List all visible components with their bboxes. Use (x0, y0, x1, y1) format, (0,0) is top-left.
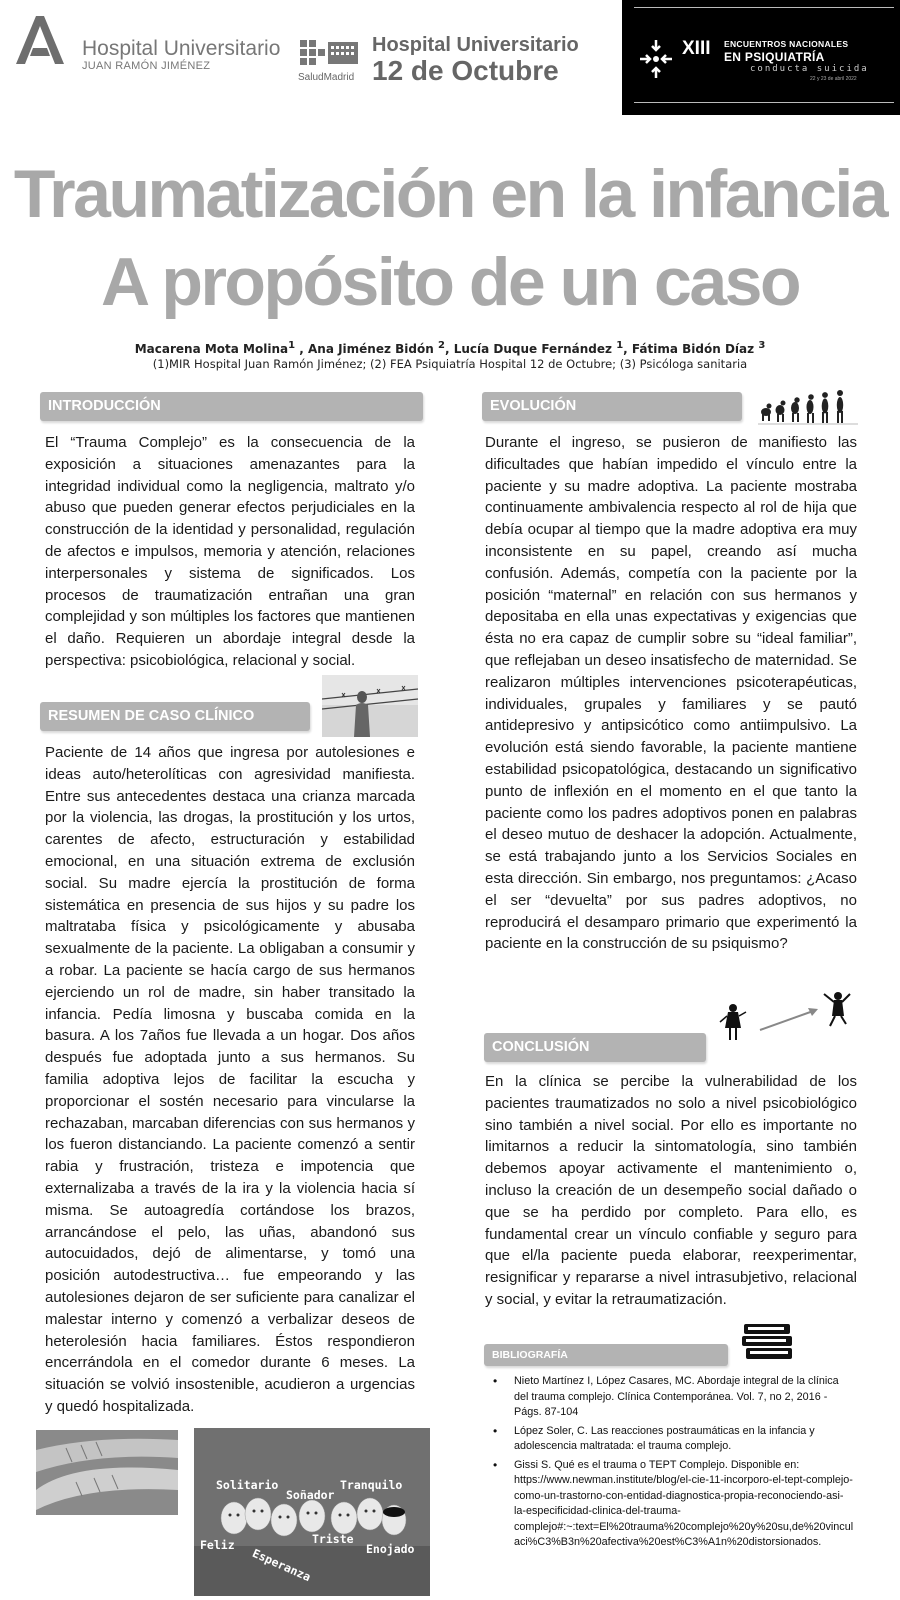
poster-title (0, 150, 900, 326)
affiliations: (1)MIR Hospital Juan Ramón Jiménez; (2) FEA Psiquiatría Hospital 12 de Octubre; (3) Psicóloga sanitaria (152, 357, 748, 371)
hospital-12oct-line1: Hospital Universitario (372, 34, 579, 56)
intro-text: El “Trauma Complejo” es la consecuencia de la exposición a situaciones amenazantes para la integridad individual como la negligencia, maltrato y/o abuso que pueden generar efectos perjudiciales en la construcción de la identidad y personalidad, regulación de afectos e impulsos, memoria y atención, relaciones interpersonales y sistema de significados. Los procesos de traumatización entrañan una gran complejidad y son múltiples los factores que mantienen el daño. Requieren un abordaje integral desde la perspectiva: psicobiológica, relacional y social. (45, 434, 415, 669)
author-affil-number: 2 (437, 340, 445, 351)
books-icon (740, 1318, 796, 1362)
divider (634, 7, 894, 8)
author-affil-number: 3 (758, 340, 766, 351)
bibliography-heading: BIBLIOGRAFÍA (484, 1344, 728, 1366)
egg-label: Triste (312, 1532, 354, 1546)
hospital-jrj-line2: JUAN RAMÓN JIMÉNEZ (82, 60, 211, 72)
egg-label: Solitario (216, 1478, 279, 1492)
congress-title-line1: ENCUENTROS NACIONALES (724, 39, 849, 49)
evolution-heading: EVOLUCIÓN (482, 392, 742, 421)
author-name: Lucía Duque Fernández (453, 342, 613, 356)
hospital-jrj-line1: Hospital Universitario (82, 37, 281, 60)
case-text: Paciente de 14 años que ingresa por autolesiones e ideas auto/heterolíticas con agresividad manifiesta. Entre sus antecedentes destaca una crianza marcada por la violencia, las drogas, la prostitución y los urtos, carentes de afecto, estructuración y estabilidad emocional, en una situación extrema de exclusión social. Su madre ejercía la prostitución de forma sistemática en presencia de sus hijos y su padre los maltrataba física y psicológicamente y abusaba sexualmente de la paciente. La obligaban a consumir y a robar. La paciente se hacía cargo de sus hermanos ejerciendo un rol de madre, sin haber transitado la infancia. Pedía limosna y buscaba comida en la basura. A los 7años fue llevada a un hogar. Dos años después fue adoptada junto a sus hermanos. Su familia adoptiva lejos de facilitar la escucha y proporcionar el sostén necesario para vincularse la rechazaban, marcaban diferencias con sus hermanos y los fueron distanciando. La paciente comenzó a sentir rabia y frustración, tristeza e impotencia que externalizaba a través de la ira y la violencia hacia sí misma. Se autoagredía cortándose los brazos, arrancándose el pelo, las uñas, abandonó sus autocuidados, dejó de alimentarse, y tomó una posición autodestructiva… fue empeorando y las autolesiones dejaron de ser suficiente para canalizar el malestar interno y comenzó a verbalizar deseos de heterolesión hacia familiares. Éstos respondieron encerrándola en el comedor durante 6 meses. La situación se volvió insostenible, acudieron a urgencias y quedó hospitalizada. (45, 744, 415, 1415)
egg-label: Esperanza (250, 1546, 313, 1585)
author-name: Ana Jiménez Bidón (307, 342, 434, 356)
egg-label: Feliz (200, 1538, 235, 1552)
divider (634, 102, 894, 103)
salud-madrid-icon (298, 38, 360, 66)
authors: Macarena Mota Molina$^1$ , Ana Jiménez Bidón $^2$, Lucía Duque Fernández $^1$, Fátima Bidón Díaz $^3$ (134, 340, 766, 356)
hospital-12oct-line2: 12 de Octubre (372, 55, 559, 86)
barbed-wire-girl-image (322, 675, 418, 737)
hospital-jrj-name (82, 38, 280, 72)
author-affil-number: 1 (288, 340, 296, 351)
hospital-logo-icon (14, 14, 66, 66)
title-line1: Traumatización en la infancia (13, 156, 887, 232)
congress-subtitle: conducta suicida (750, 64, 869, 74)
egg-label: Tranquilo (340, 1478, 403, 1492)
reference-item: • Gissi S. Qué es el trauma o TEPT Complejo. Disponible en: https://www.newman.institute/blog/el-cie-11-incorporo-el-tept-complejo-como-un-trastorno-con-entidad-diagnostica-propia-reconociendo-asi-la-especificidad-clinica-del-trauma-complejo#:~:text=El%20trauma%20complejo%20y%20su,de%20vinculaci%C3%B3n%20afectiva%20est%C3%A1n%20distorsionados. (485, 1458, 855, 1551)
hospital-12oct-name (372, 34, 579, 86)
egg-label: Enojado (366, 1542, 415, 1556)
case-heading: RESUMEN DE CASO CLÍNICO (40, 702, 310, 731)
reference-item: • López Soler, C. Las reacciones postraumáticas en la infancia y adolescencia maltratada: el trauma complejo. (485, 1424, 855, 1455)
congress-banner (622, 0, 900, 115)
intro-heading: INTRODUCCIÓN (40, 392, 423, 421)
girl-growth-icon (718, 990, 856, 1056)
salud-madrid-logo (298, 38, 362, 83)
scarred-arms-image (36, 1430, 178, 1515)
author-affil-number: 1 (616, 340, 624, 351)
author-name: Macarena Mota Molina (134, 342, 289, 356)
congress-date: 22 y 23 de abril 2022 (810, 76, 857, 82)
congress-edition: XIII (682, 38, 711, 59)
bibliography-list (485, 1374, 855, 1554)
reference-item: • Nieto Martínez I, López Casares, MC. Abordaje integral de la clínica del trauma complejo. Clínica Contemporánea. Vol. 7, no 2, 2016 - Págs. 87-104 (485, 1374, 855, 1421)
eggs-emotions-image (194, 1428, 430, 1596)
evolution-text: Durante el ingreso, se pusieron de manifiesto las dificultades que habían impedido el vínculo entre la paciente y su madre adoptiva. La paciente mostraba continuamente ambivalencia respecto al rol de hija que debía ocupar al tiempo que la madre adoptiva era muy inconsistente en su papel, creando así mucha confusión. Además, competía con la paciente por la posición “maternal” en relación con sus hermanos y depositaba en ella unas expectativas y exigencias que ésta no era capaz de cumplir sobre su “ideal familiar”, que reflejaban un deseo insatisfecho de maternidad. Se realizaron múltiples intervenciones psicoterapéuticas, individuales, grupales y familiares y se pautó antidepresivo y antipsicótico como antiimpulsivo. La evolución está siendo favorable, la paciente mantiene estabilidad psicopatológica, destacando un significativo punto de inflexión en el momento en el que tanto la paciente como los padres adoptivos ponen en palabras el deseo mutuo de deshacer la adopción. Actualmente, se está trabajando junto a los Servicios Sociales en esta dirección. Sin embargo, nos preguntamos: ¿Acaso el ser “devuelta” por sus padres adoptivos, no reproducirá el desamparo primario que experimentó la paciente en la construcción de su psiquismo? (485, 434, 857, 953)
congress-title-line2: EN PSIQUIATRÍA (724, 50, 825, 64)
evolution-figures-icon (758, 386, 858, 426)
conclusion-text: En la clínica se percibe la vulnerabilidad de los pacientes traumatizados no solo a nivel psicobiológico sino también a nivel social. Por ello es importante no limitarnos a reducir la sintomatología, sino también debemos apoyar activamente el mantenimiento o, incluso la creación de un desempeño social dañado o que se ha perdido por completo. Para ello, es fundamental crear un vínculo confiable y seguro para que el/la paciente pueda elaborar, reexperimentar, resignificar y repararse a nivel intrasubjetivo, relacional y social, y evitar la retraumatización. (485, 1073, 857, 1308)
congress-arrows-icon (638, 38, 674, 80)
title-line2: A propósito de un caso (100, 244, 800, 320)
conclusion-heading: CONCLUSIÓN (484, 1033, 706, 1062)
author-name: Fátima Bidón Díaz (631, 342, 755, 356)
egg-label: Soñador (286, 1488, 335, 1502)
salud-madrid-label: SaludMadrid (298, 72, 355, 83)
